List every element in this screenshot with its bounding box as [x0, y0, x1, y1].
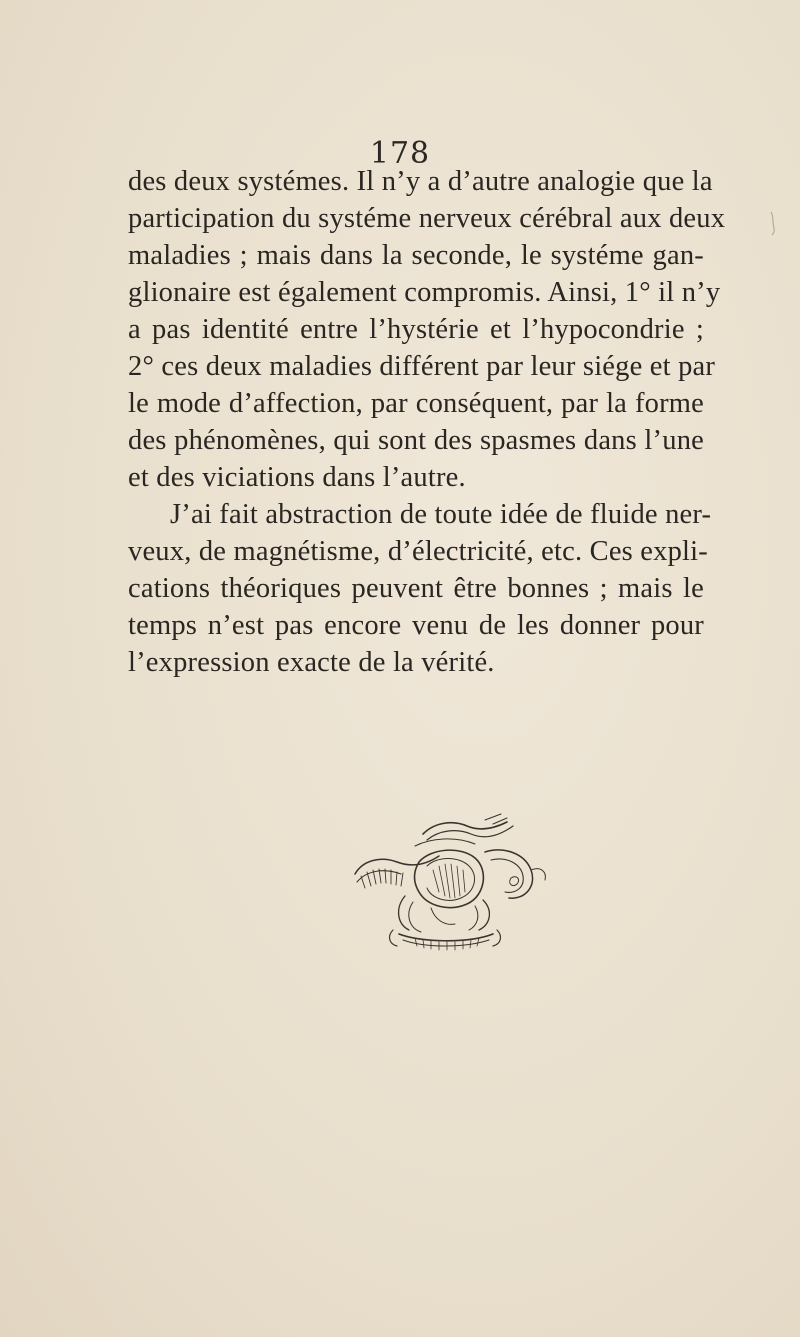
text-line: veux, de magnétisme, d’électricité, etc. Ces expli-: [128, 536, 708, 567]
text-line: 2° ces deux maladies différent par leur siége et par: [128, 351, 716, 382]
text-line: l’expression exacte de la vérité.: [128, 647, 495, 678]
text-line: le mode d’affection, par conséquent, par la forme: [128, 388, 704, 419]
text-line: des phénomènes, qui sont des spasmes dans l’une: [128, 425, 704, 456]
text-line: des deux systémes. Il n’y a d’autre analogie que la: [128, 166, 713, 197]
paragraph-1: [128, 163, 726, 496]
paragraph-2: [128, 496, 712, 681]
engraved-vignette-icon: [335, 812, 555, 962]
page-number: 178: [369, 136, 431, 171]
paper-speck-icon: [768, 210, 778, 236]
text-line: J’ai fait abstraction de toute idée de fluide ner-: [170, 499, 712, 530]
text-line: participation du systéme nerveux cérébral aux deux: [128, 203, 726, 234]
body-text: [128, 163, 726, 681]
text-line: temps n’est pas encore venu de les donner pour: [128, 610, 704, 641]
text-line: a pas identité entre l’hystérie et l’hypocondrie ;: [128, 314, 704, 345]
text-line: cations théoriques peuvent être bonnes ; mais le: [128, 573, 704, 604]
text-line: et des viciations dans l’autre.: [128, 462, 466, 493]
text-line: glionaire est également compromis. Ainsi, 1° il n’y: [128, 277, 721, 308]
text-line: maladies ; mais dans la seconde, le systéme gan-: [128, 240, 704, 271]
